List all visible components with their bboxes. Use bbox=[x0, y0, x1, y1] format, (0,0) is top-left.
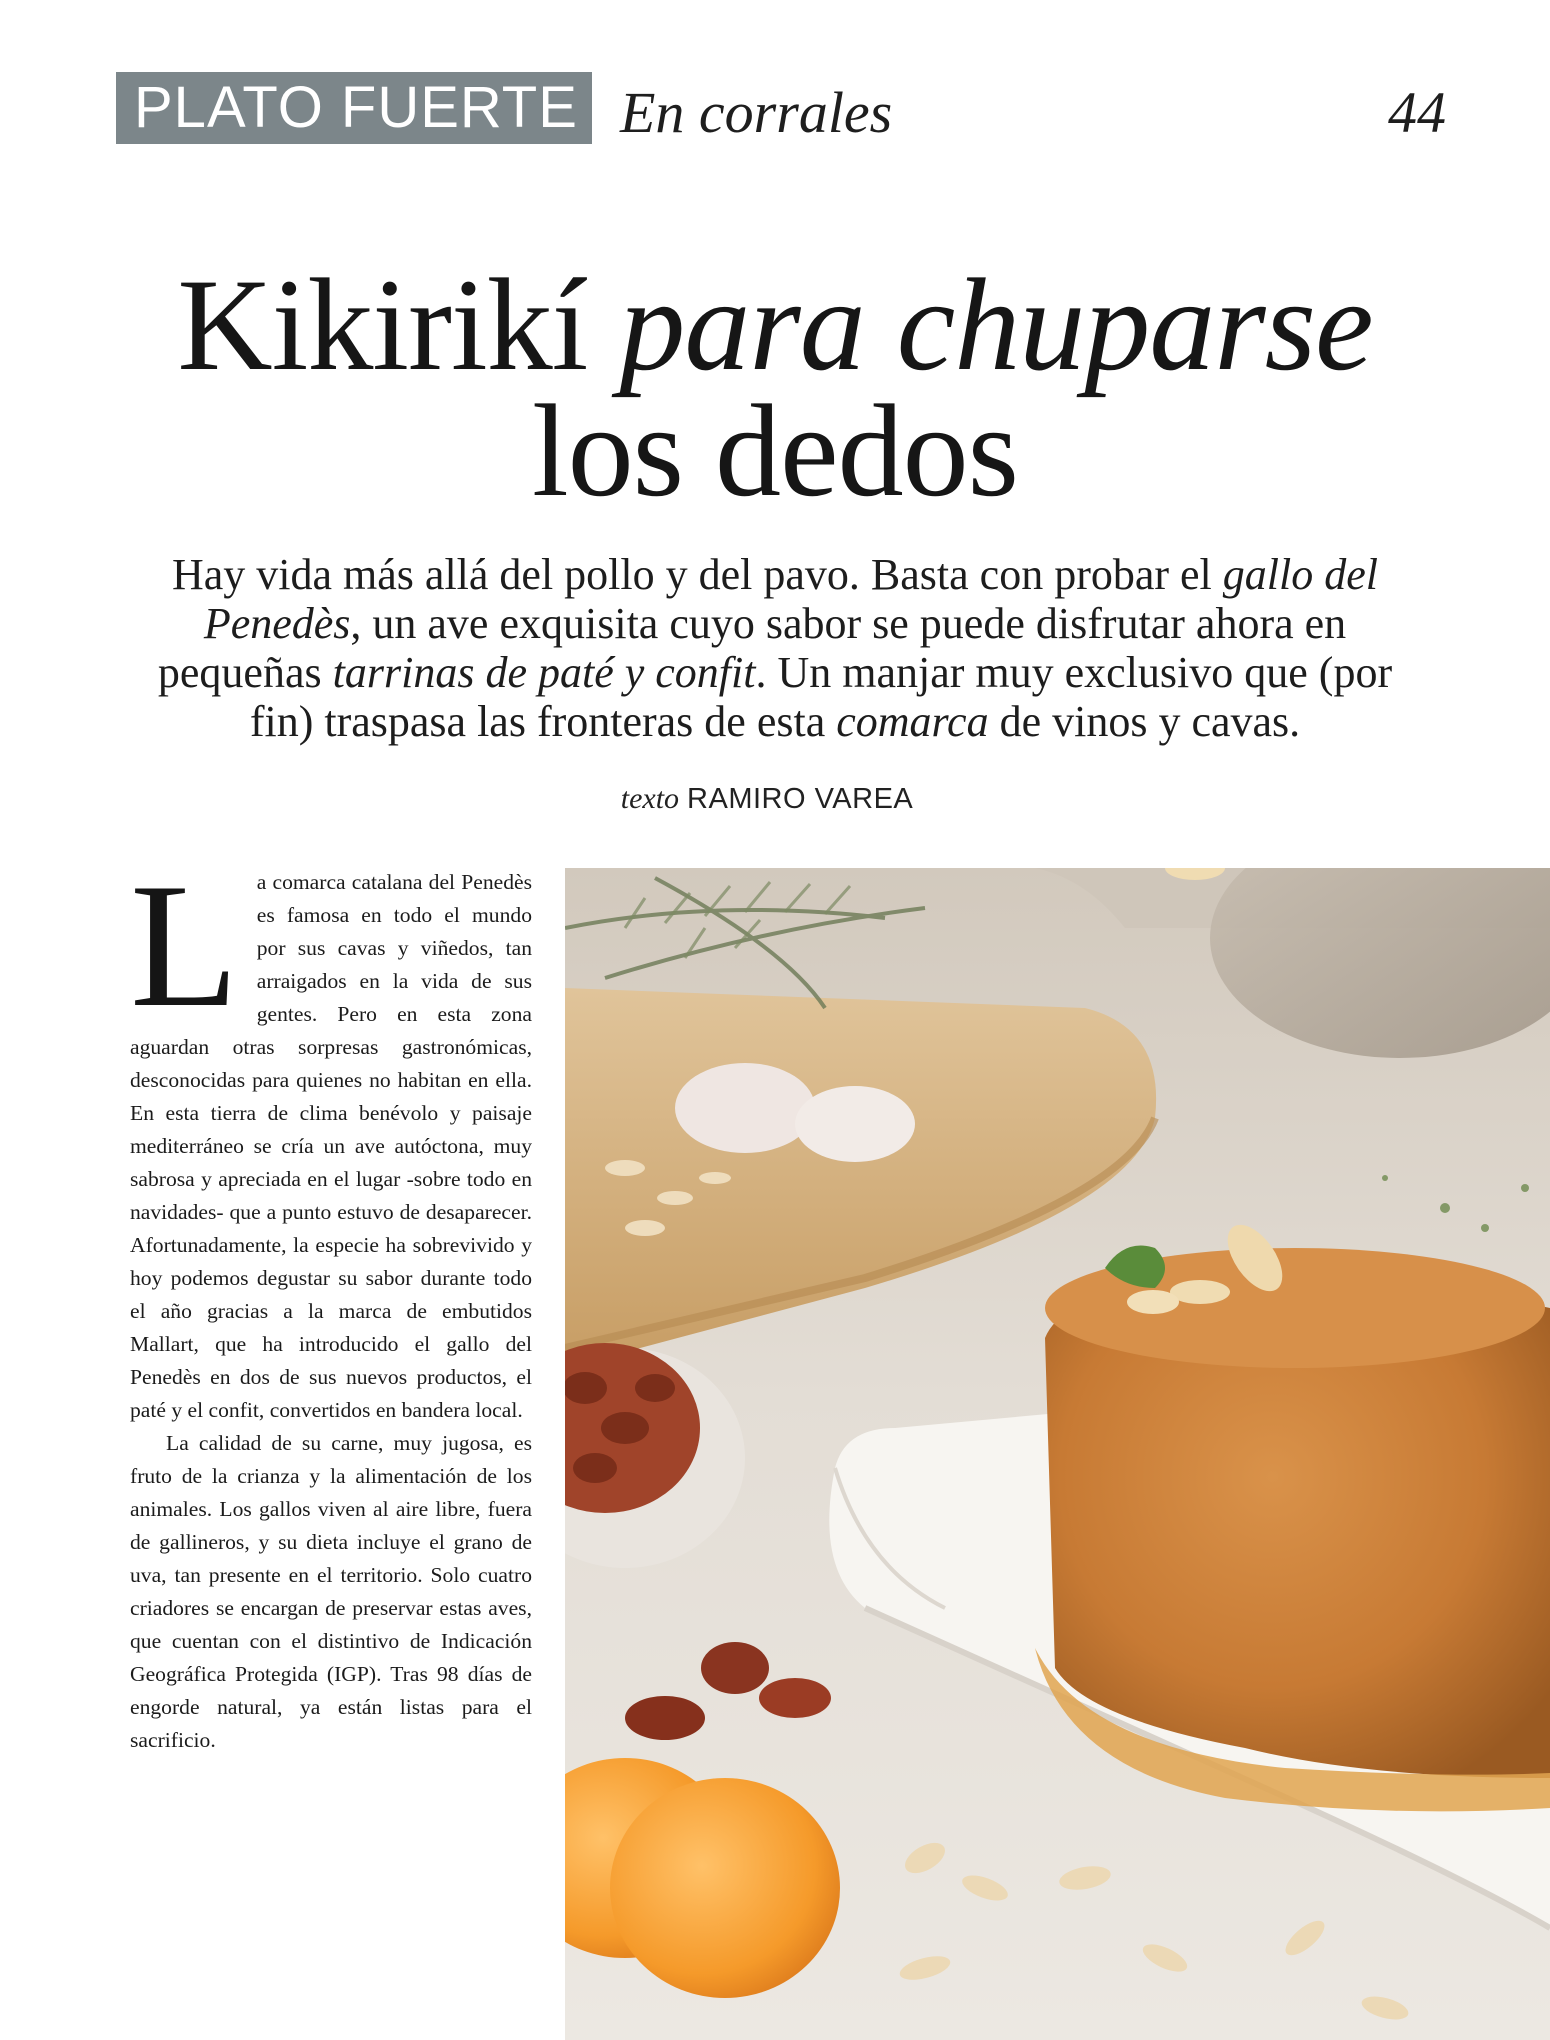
byline-label: texto bbox=[620, 782, 680, 815]
byline bbox=[0, 782, 1534, 816]
lede-emphasis: gallo del Penedès bbox=[203, 550, 1378, 648]
food-photo bbox=[565, 868, 1550, 2040]
headline-part-3: los dedos bbox=[532, 377, 1018, 524]
lede-text: , un ave exquisita cuyo sabor se puede disfrutar ahora en pequeñas bbox=[157, 599, 1347, 697]
article-paragraph-1 bbox=[130, 846, 532, 1427]
drop-cap: L bbox=[130, 846, 239, 1044]
article-paragraph-2: La calidad de su carne, muy jugosa, es fruto de la crianza y la alimentación de los animales. Los gallos viven al aire libre, fuera de gallineros, y su dieta incluye el grano de uva, tan presente en el territorio. Solo cuatro criadores se encargan de preservar estas aves, que cuentan con el distintivo de Indicación Geográfica Protegida (IGP). Tras 98 días de engorde natural, ya están listas para el sacrificio. bbox=[130, 1431, 532, 1752]
section-tag: PLATO FUERTE bbox=[116, 72, 592, 144]
section-subtitle: En corrales bbox=[620, 80, 893, 145]
page-number: 44 bbox=[1388, 80, 1446, 145]
article-paragraph-1-text: a comarca catalana del Penedès es famosa en todo el mundo por sus cavas y viñedos, tan arraigados en la vida de sus gentes. Pero en esta zona aguardan otras sorpresas gastronómicas, desconocidas para quienes no habitan en ella. En esta tierra de clima benévolo y paisaje mediterráneo se cría un ave autóctona, muy sabrosa y apreciada en el lugar -sobre todo en navidades- que a punto estuvo de desaparecer. Afortunadamente, la especie ha sobrevivido y hoy podemos degustar su sabor durante todo el año gracias a la marca de embutidos Mallart, que ha introducido el gallo del Penedès en dos de sus nuevos productos, el paté y el confit, convertidos en bandera local. bbox=[130, 870, 532, 1422]
headline-part-2: para chuparse bbox=[619, 251, 1373, 398]
food-photo-illustration bbox=[565, 868, 1550, 2040]
byline-author: RAMIRO VAREA bbox=[687, 783, 914, 815]
headline-part-1: Kikirikí bbox=[177, 251, 588, 398]
lede-emphasis: comarca bbox=[836, 697, 989, 746]
lede-emphasis: tarrinas de paté y confit bbox=[332, 648, 756, 697]
lede bbox=[150, 550, 1400, 746]
lede-text: de vinos y cavas. bbox=[988, 697, 1301, 746]
lede-text: . Un manjar muy exclusivo que (por fin) traspasa las fronteras de esta bbox=[249, 648, 1393, 746]
lede-text: Hay vida más allá del pollo y del pavo. Basta con probar el bbox=[171, 550, 1223, 599]
headline bbox=[0, 251, 1550, 524]
article-body bbox=[130, 846, 532, 1757]
